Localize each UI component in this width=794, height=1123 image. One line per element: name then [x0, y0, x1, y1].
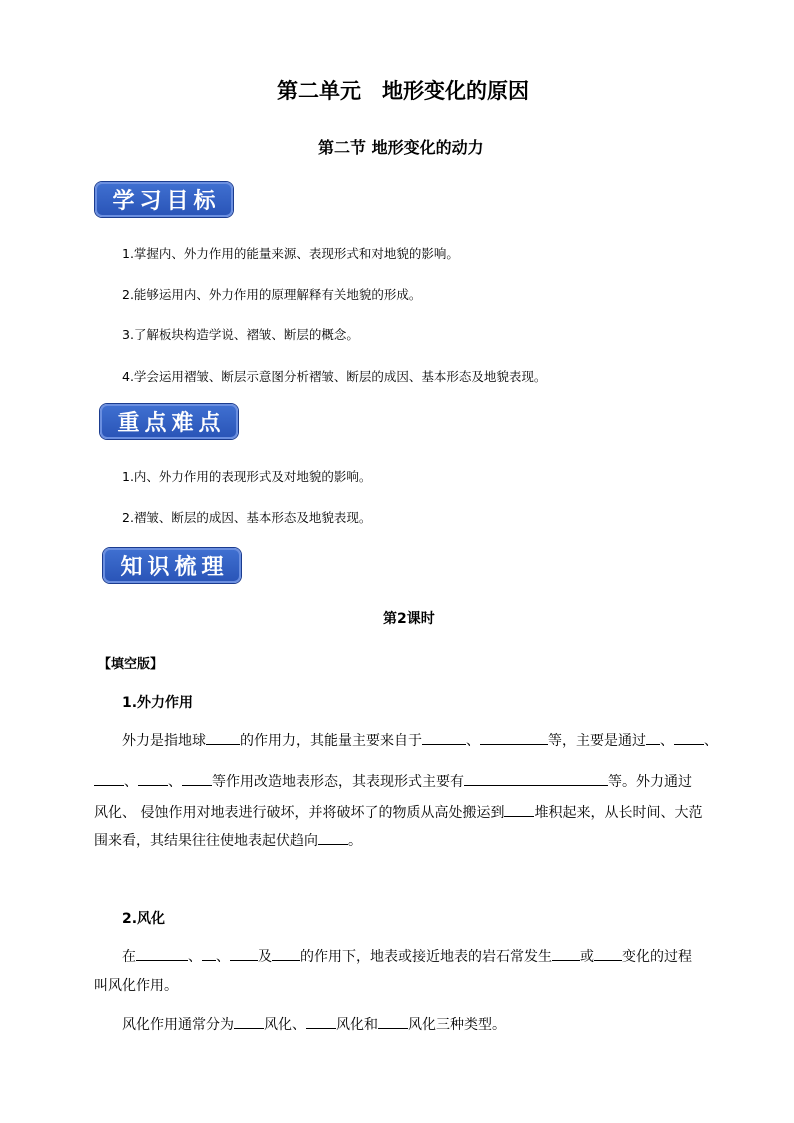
section-title: 第二节 地形变化的动力: [318, 138, 484, 157]
blank[interactable]: [594, 945, 622, 961]
blank[interactable]: [202, 945, 216, 961]
keypoint-item: 2.褶皱、断层的成因、基本形态及地貌表现。: [122, 510, 372, 525]
blank[interactable]: [464, 770, 608, 786]
blank[interactable]: [318, 829, 348, 845]
section1-line3: 风化、 侵蚀作用对地表进行破坏，并将破坏了的物质从高处搬运到 堆积起来，从长时间、大范: [94, 797, 702, 830]
blank[interactable]: [378, 1013, 408, 1029]
blank[interactable]: [646, 729, 660, 745]
section1-line2: 、 、 等作用改造地表形态，其表现形式主要有 等。外力通过: [94, 766, 692, 799]
goal-item: 3.了解板块构造学说、褶皱、断层的概念。: [122, 327, 359, 342]
lesson-label: 第2课时: [383, 611, 435, 627]
goals-badge: 学习目标: [95, 182, 233, 217]
blank[interactable]: [206, 729, 240, 745]
blank[interactable]: [230, 945, 258, 961]
keypoints-badge: 重点难点: [100, 404, 238, 439]
goal-item: 1.掌握内、外力作用的能量来源、表现形式和对地貌的影响。: [122, 246, 459, 261]
blank[interactable]: [234, 1013, 264, 1029]
goal-item: 2.能够运用内、外力作用的原理解释有关地貌的形成。: [122, 287, 422, 302]
goal-item: 4.学会运用褶皱、断层示意图分析褶皱、断层的成因、基本形态及地貌表现。: [122, 369, 547, 384]
blank[interactable]: [94, 770, 124, 786]
blank[interactable]: [552, 945, 580, 961]
section2-line1: 在 、 、 及 的作用下，地表或接近地表的岩石常发生 或 变化的过程: [122, 941, 692, 974]
section1-heading: 1.外力作用: [122, 695, 194, 711]
blank[interactable]: [422, 729, 466, 745]
blank[interactable]: [272, 945, 300, 961]
blank[interactable]: [306, 1013, 336, 1029]
blank[interactable]: [182, 770, 212, 786]
section1-line4: 围来看，其结果往往使地表起伏趋向 。: [94, 825, 362, 858]
knowledge-badge: 知识梳理: [103, 548, 241, 583]
section2-line2: 叫风化作用。: [94, 978, 178, 994]
unit-title: 第二单元 地形变化的原因: [277, 78, 529, 103]
blank[interactable]: [674, 729, 704, 745]
blank[interactable]: [138, 770, 168, 786]
keypoint-item: 1.内、外力作用的表现形式及对地貌的影响。: [122, 469, 372, 484]
section1-line1: 外力是指地球 的作用力，其能量主要来自于 、 等，主要是通过 、 、: [122, 725, 718, 758]
section2-line3: 风化作用通常分为 风化、 风化和 风化三种类型。: [122, 1009, 506, 1042]
blank[interactable]: [504, 801, 534, 817]
blank[interactable]: [480, 729, 548, 745]
blank[interactable]: [136, 945, 188, 961]
version-label: 【填空版】: [98, 657, 164, 672]
section2-heading: 2.风化: [122, 911, 166, 927]
